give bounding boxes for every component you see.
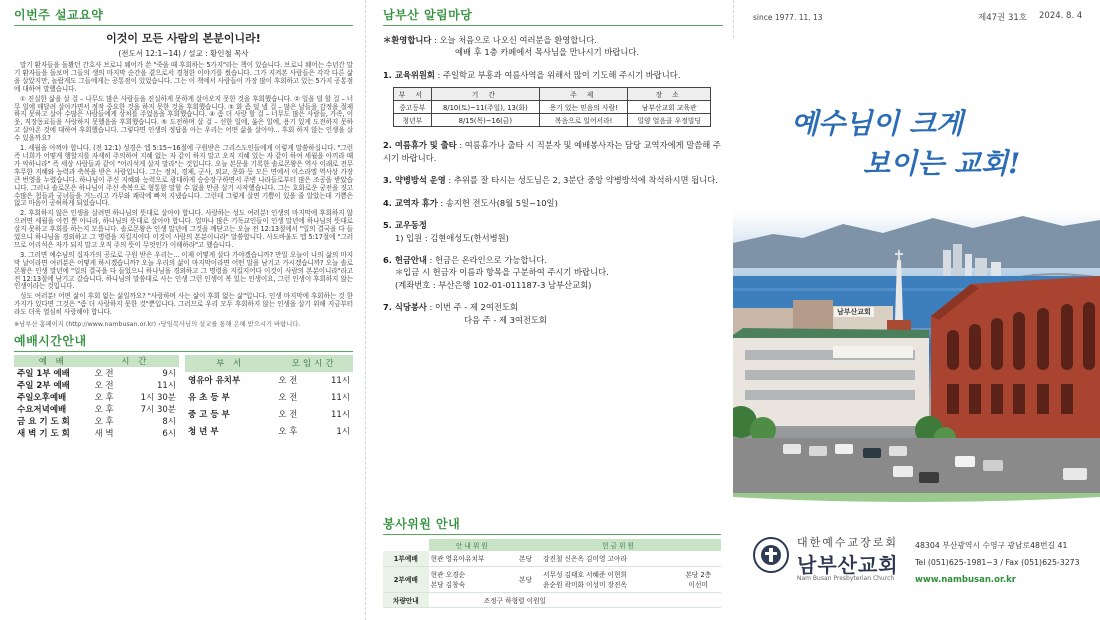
notice-section-title: 남부산 알림마당 (383, 6, 723, 26)
table-row: 청 년 부 오 후 1시 (188, 426, 350, 437)
welcome-text: : 오늘 처음으로 나오신 여러분을 환영합니다. (431, 35, 597, 45)
kitchen-next: 다음 주 - 제 3여전도회 (464, 314, 547, 325)
worship-section-title: 예배시간안내 (14, 332, 353, 352)
cover-panel (733, 0, 1100, 620)
welcome-label: ＊환영합니다 (383, 35, 432, 45)
notice-item: 5. 교우동정 1) 입원 : 김현애성도(한서병원) (383, 219, 723, 244)
department-header: 모임시간 (275, 355, 353, 372)
family-news: 1) 입원 : 김현애성도(한서병원) (395, 232, 509, 243)
issue-date: 2024. 8. 4 (1039, 11, 1083, 21)
table-row: 주일오후예배 오 후 1시 30분 (17, 393, 176, 404)
table-row: 주일 1부 예배 오 전 9시 (17, 369, 176, 380)
welcome-text-2: 예배 후 1층 카페에서 목사님을 만나시기 바랍니다. (455, 47, 640, 58)
table-row: 유 초 등 부 오 전 11시 (188, 393, 350, 404)
worship-header: 예 배 (14, 355, 92, 367)
table-row: 2부예배 현관 오경순 본당 김창숙 본당 서무성 김태호 서혜준 이현희 윤순원 곽미화 이성미 장진옥 본당 2층 이선미 (383, 566, 721, 592)
notice-item: 6. 헌금안내 : 헌금은 온라인으로 가능합니다. ＊입금 시 헌금자 이름과 항목을 구분하여 주시기 바랍니다. (계좌번호 : 부산은행 102-01-011187-3 남부산교회) (383, 254, 723, 291)
worship-table (14, 355, 179, 439)
volunteer-header: 헌금위원 (517, 539, 721, 551)
issue-number: 제47권 31호 (978, 13, 1027, 23)
notice-item: 3. 약병방석 운영 : 추위를 잘 타시는 성도님은 2, 3분단 중앙 약병방석에 착석하시면 됩니다. (383, 175, 718, 186)
since-date: since 1977. 11. 13 (753, 13, 823, 22)
welcome-notice (383, 34, 723, 59)
notice-item: 4. 교역자 휴가 : 송지헌 전도사(8월 5일~10일) (383, 197, 558, 208)
notice-item: 2. 여름휴가 및 출타 : 여름휴가나 출타 시 직분자 및 예배봉사자는 담당 교역자에게 말씀해 주시기 바랍니다. (383, 140, 721, 163)
volunteer-section-title: 봉사위원 안내 (383, 515, 721, 535)
volunteer-header: 안내위원 (429, 539, 517, 551)
church-address: 48304 부산광역시 수영구 광남로48번길 41 (915, 541, 1068, 550)
retreat-schedule-table: 부 서 기 간 주 제 장 소 중고등부 8/10(토)~11(주일), 13(화) 용기 있는 믿음의 사람! 남부산교회 교육관 청년부 8/15(목)~16(금) 복음으로 일어서라! 밀양 얼음골 우정빌딩 (393, 87, 711, 127)
sermon-title: 이것이 모든 사람의 본분이니라! (106, 32, 261, 45)
notice-item: 1. 교육위원회 : 주일학교 부흥과 여름사역을 위해서 많이 기도해 주시기 바랍니다. (383, 69, 681, 80)
church-seal-icon (753, 537, 789, 573)
department-header: 부 서 (185, 355, 275, 372)
church-name-en: Nam Busan Presbyterian Church (797, 575, 895, 582)
notice-item: 7. 식당봉사 : 이번 주 - 제 2여전도회 다음 주 - 제 3여전도회 (383, 301, 723, 326)
sermon-panel (0, 0, 365, 620)
church-info (733, 493, 1100, 620)
church-name: 남부산교회 (797, 553, 899, 577)
table-row: 청년부 8/15(목)~16(금) 복음으로 일어서라! 밀양 얼음골 우정빌딩 (394, 114, 711, 127)
notice-panel (365, 0, 733, 620)
sermon-paragraph: 말기 환자들을 돌봤던 간호사 브로니 웨어가 쓴 "죽을 때 후회하는 5가지"라는 책이 있습니다. 브로니 웨어는 수년간 말기 환자들을 돌보며 그들의 생의 마지막 순간을 곁으로서 경청한 이야기를 썼습니다. 그가 지켜본 사람들은 각각 다른 삶을 살았지만, 놀랍게도 그들에게는 공통점이 있었습니다. 그는 이 책에서 사람들이 가장 많이 후회하고 있는 5가지 공통점에 대하여 말했습니다. (14, 61, 353, 93)
table-row: 1부예배 현관 영유아유치부 본당 강진철 신은옥 김미영 고아라 (383, 551, 721, 566)
table-row: 금 요 기 도 회 오 후 8시 (17, 417, 176, 428)
sermon-paragraph: ① 진실한 삶을 살 걸 – 나무도 많은 사람들을 진실하게 못하게 살아오지 못한 것을 후회했습니다. ② 일을 덜 할 걸 – 너무 일에 매달려 살아가면서 정작 중요한 것을 하지 못한 것을 후회했습니다. ③ 화 좀 덜 낼 걸 – 많은 날들을 감정을 절제하지 못하고 살아 수많은 사람들에게 상처를 주었음을 후회했습니다. ④ 좀 더 사랑 할 걸 – 너무도 많은 사람들, 가족, 이웃, 직장동료들을 사랑하지 못했음을 후회했습니다. ⑤ 도전하며 살 걸 – 선한 일에, 옳은 일에, 용기 있게 도전하지 못하고 살아온 것에 대하여 후회했습니다. 그렇다면 인생의 정답을 아는 우리는 어떤 삶을 살아야... 후회 하지 않는 인생을 살 수 있을까요? (14, 94, 353, 143)
table-row: 주일 2부 예배 오 전 11시 (17, 381, 176, 392)
church-website-link[interactable]: www.nambusan.or.kr (915, 575, 1016, 585)
bank-account: (계좌번호 : 부산은행 102-01-011187-3 남부산교회) (395, 279, 592, 290)
sermon-section-title: 이번주 설교요약 (14, 6, 353, 26)
sermon-paragraph: 성도 여러분! 어떤 삶이 후회 없는 삶일까요? "사랑하며 사는 삶이 후회 없는 삶"입니다. 인생 마지막에 후회하는 것 한 가지가 있다면 그것은 "좀 더 사랑하지 못한 것"뿐입니다. 그러므로 우리 모두 후회하지 않는 인생을 살기 위해 지금부터라도 더욱 열심히 사랑해야 합니다. (14, 292, 353, 317)
church-photo (733, 38, 1100, 493)
table-row: 차량안내 조정구 하형렬 이원일 (383, 592, 721, 607)
worship-header: 시 간 (92, 355, 180, 367)
green-wave-decoration (733, 493, 1100, 503)
church-phone: Tel (051)625-1981~3 / Fax (051)625-3273 (915, 558, 1080, 567)
slogan-line-1: 예수님이 크게 (791, 107, 964, 140)
volunteer-section (383, 515, 721, 608)
sermon-paragraph: 1. 세월을 아껴야 합니다. (전 12:1) 성경은 엡 5:15~16절에 구원받은 그리스도인들에게 이렇게 말씀하십니다. "그런즉 너희가 어떻게 행할지를 자세히 주의하여 지혜 없는 자 같이 하지 말고 오직 지혜 있는 자 같이 하여 세월을 아끼라 때가 악하니라" 즉 세상 사람들과 같이 "어리석게 살지 말라"는 것입니다. 오늘 본문을 기록한 솔로몬왕은 역사 이래로 전무후무한 지혜와 능력과 축복을 받은 사람입니다. 그는 정치, 경제, 군사, 외교, 문화 등 모든 면에서 이스라엘 역사상 가장 큰 번영을 누렸습니다. 하나님이 주신 지혜와 능력으로 광대하게 승승장구하면서 주변 나라들로부터 많은 조공을 받았습니다. 그러나 솔로몬은 하나님이 주신 축복으로 형통함 말할 수 없을 만큼 살기 시작했습니다. 그는 호화로운 궁전을 짓고 수많은 첩들과 궁녀들을 거느리고 가무와 쾌락에 빠져 지냈습니다. 그런데 그렇게 살면 기쁨이 있을 줄 알았는데 기쁨은 없고 마음이 공허하게 되었습니다. (14, 144, 353, 208)
table-row: 영유아 유치부 오 전 11시 (188, 376, 350, 387)
sermon-paragraph: 2. 후회하지 않은 인생을 살려면 하나님의 뜻대로 살아야 합니다. 사랑하는 성도 여러분! 인생의 마지막에 후회하지 않으려면 세월을 아낀 뿐 아니라, 하나님의 뜻대로 살아야 합니다. 얼마나 많은 기독교인들이 인생 말년에 하나님의 뜻대로 살지 못하고 후회를 하는지 모릅니다. 솔로몬왕은 인생 말년에 그것을 깨닫고는 오늘 전 12:13절에서 "일의 결국을 다 들었으니 하나님을 경외하고 그 명령을 지킬지어다 이것이 사람의 본분이니라" 말씀합니다. 사도바울도 엡 5:17절에 "그러므로 어리석은 자가 되지 말고 오직 주의 뜻이 무엇인가 이해하라"고 했습니다. (14, 209, 353, 249)
sermon-subtitle: (전도서 12:1~14) / 설교 : 황인철 목사 (118, 49, 249, 58)
volunteer-table (383, 539, 721, 608)
table-row: 중 고 등 부 오 전 11시 (188, 409, 350, 420)
slogan-line-2: 보이는 교회! (863, 147, 1021, 180)
table-row: 수요저녁예배 오 후 7시 30분 (17, 405, 176, 416)
cover-header (733, 0, 1100, 38)
denomination: 대한예수교장로회 (797, 536, 899, 549)
table-row: 중고등부 8/10(토)~11(주일), 13(화) 용기 있는 믿음의 사람! 남부산교회 교육관 (394, 101, 711, 114)
sermon-footnote: ※남부산 홈페이지 (http://www.nambusan.or.kr) ›당임목사님의 설교를 통해 은혜 받으시기 바랍니다. (14, 321, 301, 329)
sermon-paragraph: 3. 그러면 예수님의 십자가의 공로로 구원 받은 우리는... 이제 어떻게 살다 가야겠습니까? 만일 오늘이 나의 삶의 마지막 날이라면 여러분은 어떻게 하시겠습니까? 오늘 우리의 삶이 마지막이라면 어떤 말을 남기고 가시겠습니까? 오늘 솔로몬왕은 인생 말년에 "일의 결국을 다 들었으니 하나님을 경외하고 그 명령을 지킬지어다 이것이 사람의 본분이니라"라고 전 12:13절에 남기고 갔습니다. 하나님의 말씀대로 사는 인생 그런 인생이 복 있는 인생이요, 그런 인생이 후회하지 않는 인생이라는 것입니다. (14, 250, 353, 291)
department-table (185, 355, 353, 439)
offering-note: ＊입금 시 헌금자 이름과 항목을 구분하여 주시기 바랍니다. (395, 267, 609, 278)
building-sign: 남부산교회 (834, 307, 874, 317)
table-row: 새 벽 기 도 회 새 벽 6시 (17, 429, 176, 440)
worship-schedule (14, 355, 353, 439)
